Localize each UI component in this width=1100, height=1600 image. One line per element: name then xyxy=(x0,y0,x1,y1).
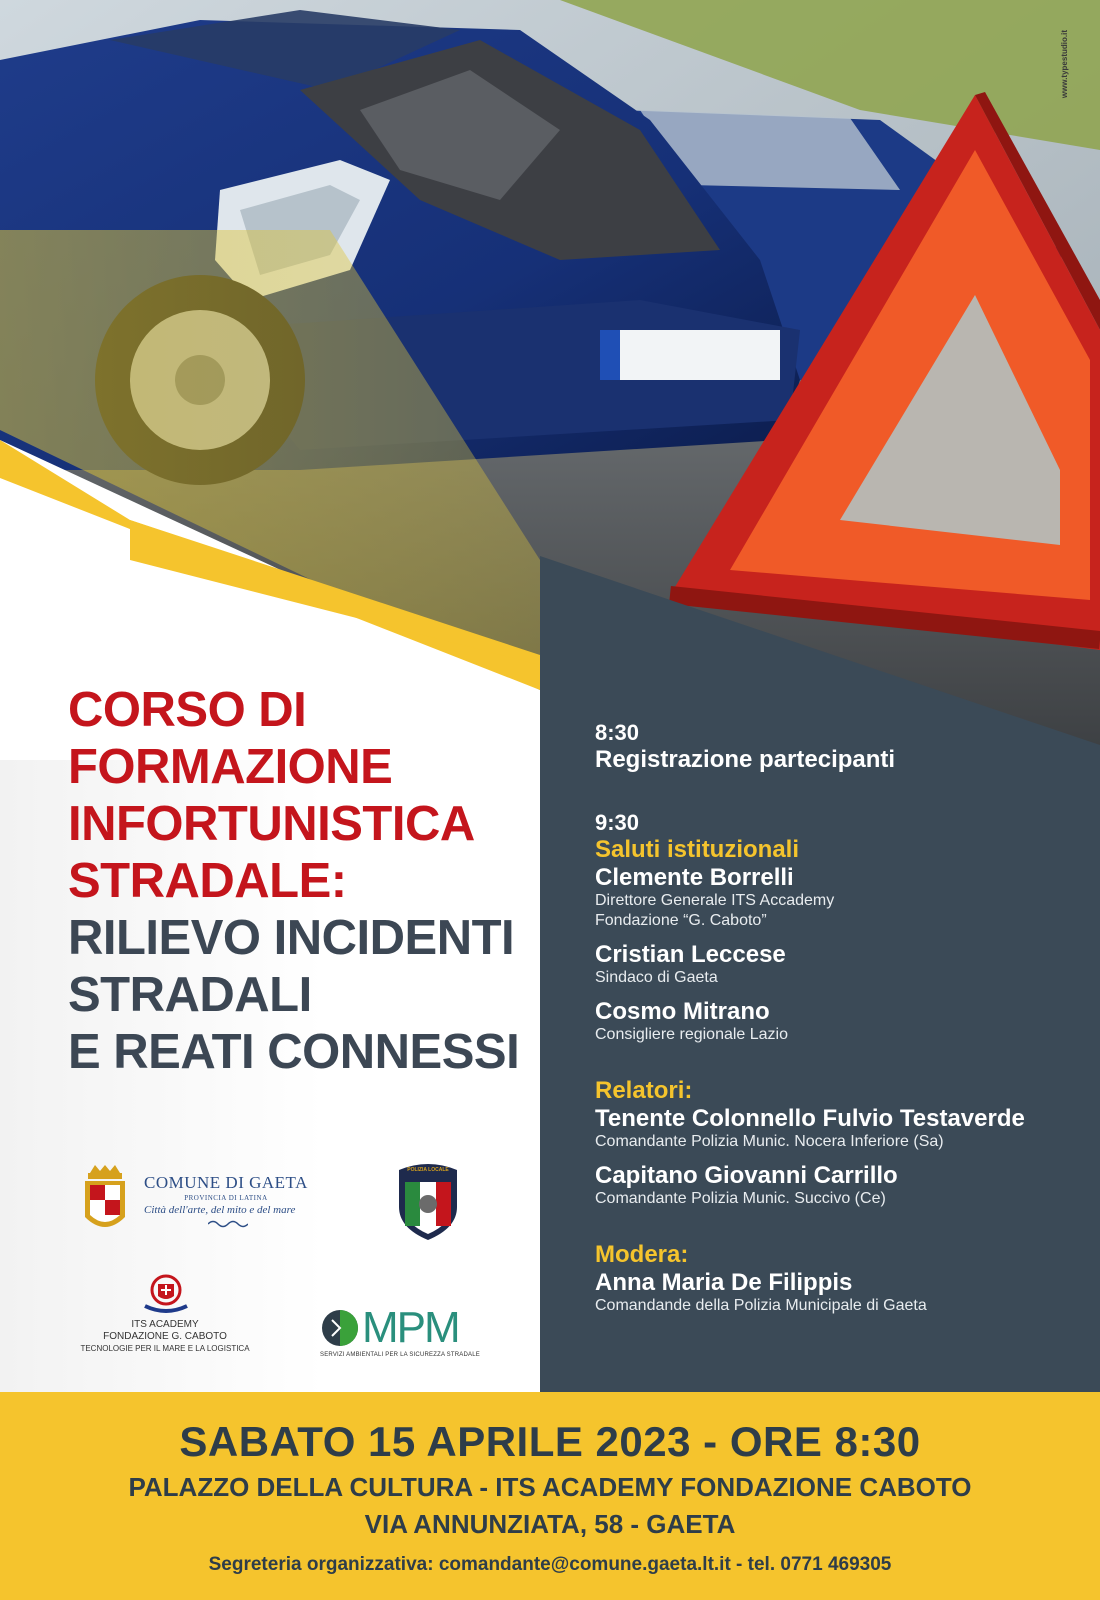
mpm-tagline: SERVIZI AMBIENTALI PER LA SICUREZZA STRADALE xyxy=(320,1352,480,1358)
speaker-name: Tenente Colonnello Fulvio Testaverde xyxy=(595,1105,1025,1132)
speakers-heading: Relatori: xyxy=(595,1077,693,1104)
greeter-role: Consigliere regionale Lazio xyxy=(595,1026,789,1043)
moderator-role: Comandande della Polizia Municipale di Gaeta xyxy=(595,1297,927,1314)
greeter-name: Cristian Leccese xyxy=(595,941,786,968)
greeter-name: Clemente Borrelli xyxy=(595,864,794,891)
its-line-3: TECNOLOGIE PER IL MARE E LA LOGISTICA xyxy=(80,1344,250,1353)
subtitle-line-3: E REATI CONNESSI xyxy=(68,1025,520,1079)
moderator-heading: Modera: xyxy=(595,1241,689,1268)
event-footer xyxy=(0,1392,1100,1600)
comune-province: PROVINCIA DI LATINA xyxy=(184,1194,268,1202)
event-program xyxy=(595,720,1095,1316)
event-contact: Segreteria organizzativa: comandante@comune.gaeta.lt.it - tel. 0771 469305 xyxy=(208,1554,892,1575)
mpm-logo xyxy=(320,1303,480,1362)
title-line-4: STRADALE: xyxy=(68,854,347,908)
speaker-name: Capitano Giovanni Carrillo xyxy=(595,1162,898,1189)
title-line-2: FORMAZIONE xyxy=(68,740,393,794)
title-line-3: INFORTUNISTICA xyxy=(68,797,475,851)
speaker-role: Comandante Polizia Munic. Succivo (Ce) xyxy=(595,1190,886,1207)
speaker-role: Comandante Polizia Munic. Nocera Inferiore (Sa) xyxy=(595,1133,944,1150)
designer-credit: www.typestudio.it xyxy=(1060,30,1069,99)
polizia-locale-badge xyxy=(395,1162,461,1240)
police-shield-icon xyxy=(395,1162,461,1240)
comune-gaeta-logo xyxy=(80,1165,320,1245)
greetings-heading: Saluti istituzionali xyxy=(595,836,800,863)
greeter-role: Direttore Generale ITS Accademy xyxy=(595,892,835,909)
event-date: SABATO 15 APRILE 2023 - ORE 8:30 xyxy=(179,1418,921,1465)
police-badge-text: POLIZIA LOCALE xyxy=(407,1167,449,1173)
greeter-role: Fondazione “G. Caboto” xyxy=(595,912,767,929)
mpm-wordmark: MPM xyxy=(362,1303,459,1352)
moderator-name: Anna Maria De Filippis xyxy=(595,1269,853,1296)
its-academy-logo xyxy=(75,1272,255,1362)
subtitle-line-1: RILIEVO INCIDENTI xyxy=(68,911,515,965)
wave-icon xyxy=(208,1219,248,1229)
gaeta-coat-of-arms-icon xyxy=(80,1165,130,1240)
its-line-2: FONDAZIONE G. CABOTO xyxy=(103,1331,227,1342)
comune-name: COMUNE DI GAETA xyxy=(144,1173,308,1192)
time-greetings: 9:30 xyxy=(595,810,640,835)
time-registration: 8:30 xyxy=(595,720,640,745)
comune-motto: Città dell'arte, del mito e del mare xyxy=(144,1204,296,1216)
its-emblem-icon xyxy=(139,1272,193,1316)
course-title xyxy=(68,682,538,1081)
title-line-1: CORSO DI xyxy=(68,683,307,737)
greeter-name: Cosmo Mitrano xyxy=(595,998,770,1025)
registration-item: Registrazione partecipanti xyxy=(595,746,896,773)
greeter-role: Sindaco di Gaeta xyxy=(595,969,718,986)
hero-photo-crashed-cars xyxy=(0,0,1100,760)
its-line-1: ITS ACADEMY xyxy=(131,1319,199,1330)
event-venue: PALAZZO DELLA CULTURA - ITS ACADEMY FONDAZIONE CABOTO xyxy=(128,1472,972,1502)
mpm-leaf-icon xyxy=(320,1308,360,1348)
subtitle-line-2: STRADALI xyxy=(68,968,312,1022)
event-address: VIA ANNUNZIATA, 58 - GAETA xyxy=(364,1509,736,1539)
